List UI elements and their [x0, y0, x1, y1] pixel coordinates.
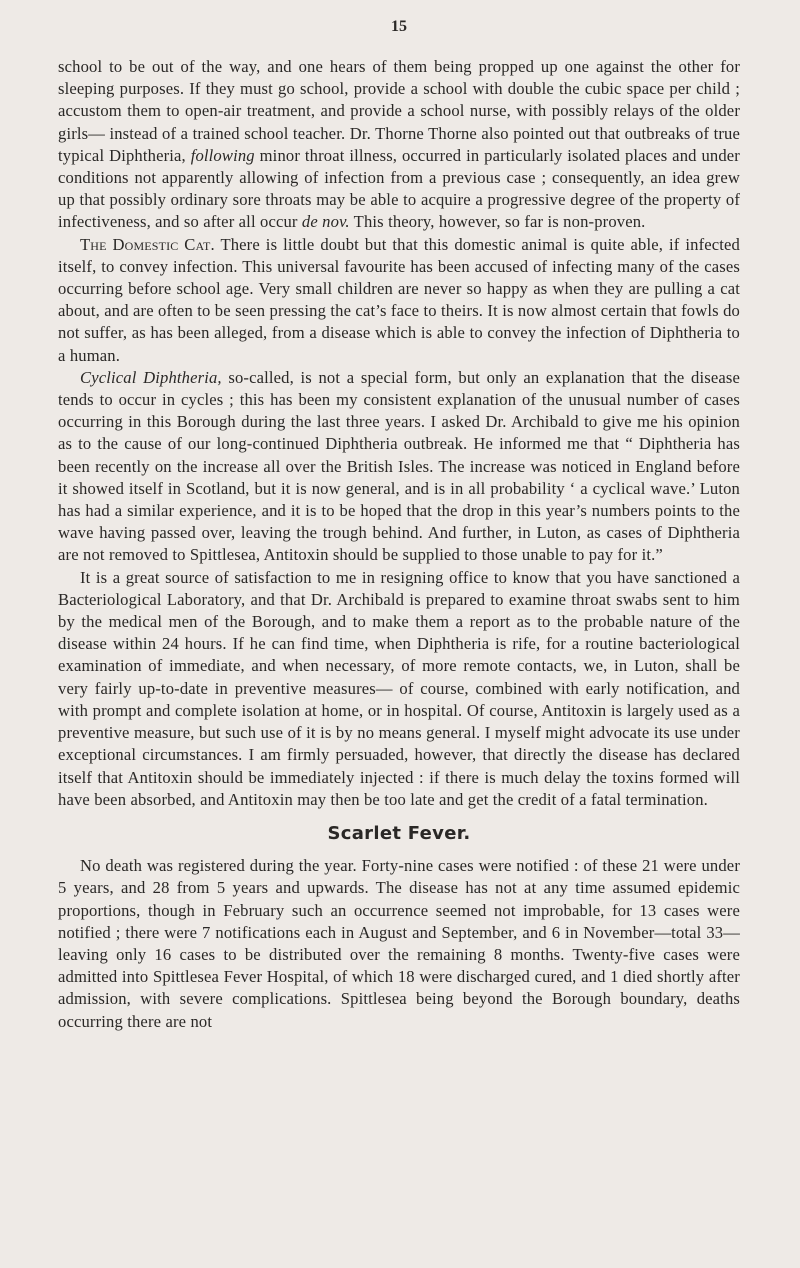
- paragraph-cyclical-diphtheria: [58, 367, 740, 567]
- paragraph-school-text-c: This theory, however, so far is non-proven.: [353, 212, 646, 232]
- paragraph-bacteriological-laboratory: It is a great source of satisfaction to me in resigning office to know that you have sanctioned a Bacteriological Laboratory, and that Dr. Archibald is prepared to examine throat swabs sent to him by the medical men of the Borough, and to make them a report as to the probable nature of the disease within 24 hours. If he can find time, when Diphtheria is rife, for a routine bacteriological examination of immediate, and when necessary, of more remote contacts, we, in Luton, shall be very fairly up-to-date in preventive measures— of course, combined with early notification, and with prompt and complete isolation at home, or in hospital. Of course, Antitoxin is largely used as a preventive measure, but such use of it is by no means general. I myself might advocate its use under exceptional circumstances. I am firmly persuaded, however, that directly the disease has declared itself that Antitoxin should be immediately injected : if there is much delay the toxins formed will have been absorbed, and Antitoxin may then be too late and get the credit of a fatal termination.: [58, 567, 740, 809]
- page-number: 15: [391, 18, 407, 35]
- paragraph-domestic-cat: [58, 234, 740, 367]
- paragraph-school: [58, 56, 740, 234]
- paragraph-domestic-cat-text: There is little doubt but that this domestic animal is quite able, if infected itself, to convey infection. This universal favourite has been accused of infecting many of the cases occurring before school age. Very small children are never so happy as when they are pulling a cat about, and are often to be seen pressing the cat’s face to theirs. It is now almost certain that fowls do not suffer, as has been alleged, from a disease which is able to convey the infection of Diphtheria to a human.: [58, 234, 741, 365]
- emphasis-de-nov: de nov.: [301, 212, 350, 232]
- run-in-heading-domestic-cat: The Domestic Cat.: [80, 234, 215, 254]
- paragraph-school-text-b: minor throat illness, occurred in particularly isolated places and under conditions not apparently allowing of infection from a previous case ; consequently, an idea grew up that possibly ordinary sore throats may be able to acquire a progressive degree of the property of infectiveness, and so after all occur: [58, 145, 740, 232]
- section-heading-scarlet-fever: Scarlet Fever.: [327, 822, 471, 844]
- emphasis-cyclical-diphtheria: Cyclical Diphtheria,: [80, 367, 222, 387]
- emphasis-following: following: [190, 145, 255, 165]
- paragraph-scarlet-fever: No death was registered during the year. Forty-nine cases were notified : of these 21 were under 5 years, and 28 from 5 years and upwards. The disease has not at any time assumed epidemic proportions, though in February such an occurrence seemed not improbable, for 13 cases were notified ; there were 7 notifications each in August and September, and 6 in November—total 33— leaving only 16 cases to be distributed over the remaining 8 months. Twenty-five cases were admitted into Spittlesea Fever Hospital, of which 18 were discharged cured, and 1 died shortly after admission, with severe complications. Spittlesea being beyond the Borough boundary, deaths occurring there are not: [58, 856, 740, 1031]
- paragraph-school-text: school to be out of the way, and one hears of them being propped up one against the other for sleeping purposes. If they must go school, provide a school with double the cubic space per child ; accustom them to open-air treatment, and provide a school nurse, with possibly relays of the older girls— instead of a trained school teacher. Dr. Thorne Thorne also pointed out that outbreaks of true typical Diphtheria,: [58, 57, 740, 165]
- body-text: [58, 56, 740, 1033]
- paragraph-cyclical-text: so-called, is not a special form, but only an explanation that the disease tends to occur in cycles ; this has been my consistent explanation of the unusual number of cases occurring in this Borough during the last three years. I asked Dr. Archibald to give me his opinion as to the cause of our long-continued Diphtheria outbreak. He informed me that “ Diphtheria has been recently on the increase all over the British Isles. The increase was noticed in England before it showed itself in Scotland, but it is now general, and is in all probability ‘ a cyclical wave.’ Luton has had a similar experience, and it is to be hoped that the drop in this year’s numbers points to the wave having passed over, leaving the trough behind. And further, in Luton, as cases of Diphtheria are not removed to Spittlesea, Antitoxin should be supplied to those unable to pay for it.”: [58, 367, 740, 565]
